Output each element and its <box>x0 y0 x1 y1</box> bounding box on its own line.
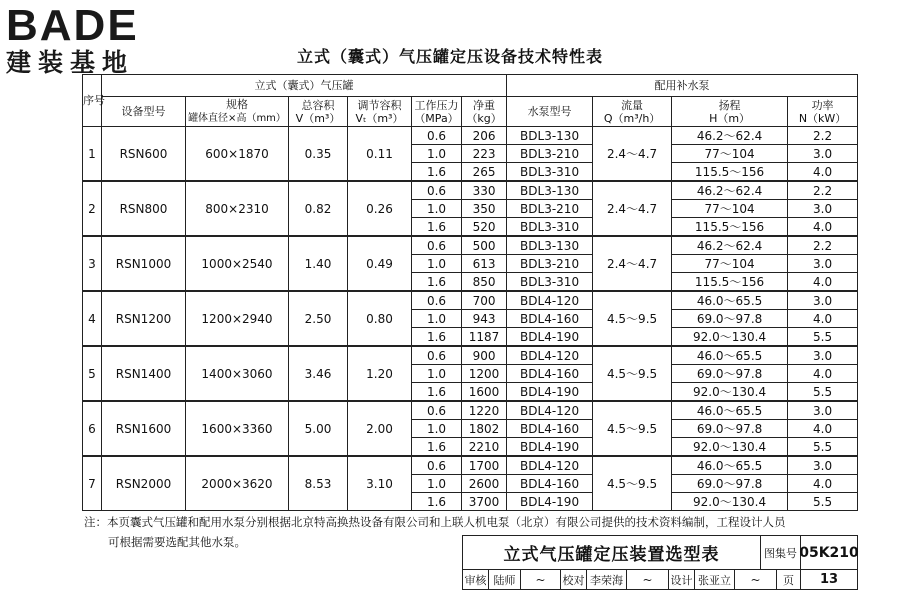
cell-head: 46.0～65.5 <box>672 291 788 310</box>
cell-pump-model: BDL4-120 <box>507 401 593 420</box>
cell-head: 92.0～130.4 <box>672 383 788 402</box>
cell-pump-model: BDL3-130 <box>507 181 593 200</box>
cell-spec: 600×1870 <box>186 127 289 182</box>
cell-weight: 2600 <box>462 475 507 493</box>
cell-head: 69.0～97.8 <box>672 475 788 493</box>
reviewer-signature: ~ <box>521 569 561 590</box>
cell-weight: 265 <box>462 163 507 182</box>
cell-pressure: 1.6 <box>412 218 462 237</box>
cell-pressure: 1.0 <box>412 145 462 163</box>
cell-head: 46.0～65.5 <box>672 456 788 475</box>
cell-flow: 4.5～9.5 <box>593 291 672 346</box>
cell-total-volume: 0.82 <box>289 181 348 236</box>
cell-weight: 700 <box>462 291 507 310</box>
reviewer-name: 陆师 <box>489 569 521 590</box>
header-total-vol: 总容积 V（m³） <box>289 97 348 127</box>
cell-weight: 500 <box>462 236 507 255</box>
cell-spec: 1400×3060 <box>186 346 289 401</box>
cell-power: 4.0 <box>788 365 858 383</box>
review-label: 审核 <box>463 569 489 590</box>
header-adj-vol: 调节容积 Vₜ（m³） <box>348 97 412 127</box>
page-number: 13 <box>819 572 839 587</box>
cell-pressure: 1.0 <box>412 420 462 438</box>
cell-pressure: 1.6 <box>412 273 462 292</box>
cell-head: 46.2～62.4 <box>672 181 788 200</box>
cell-pump-model: BDL3-210 <box>507 145 593 163</box>
cell-pump-model: BDL3-130 <box>507 127 593 145</box>
cell-pump-model: BDL4-120 <box>507 291 593 310</box>
cell-adjust-volume: 0.49 <box>348 236 412 291</box>
cell-pressure: 0.6 <box>412 236 462 255</box>
cell-spec: 800×2310 <box>186 181 289 236</box>
cell-power: 3.0 <box>788 200 858 218</box>
cell-head: 92.0～130.4 <box>672 438 788 457</box>
cell-flow: 4.5～9.5 <box>593 456 672 511</box>
cell-head: 46.0～65.5 <box>672 346 788 365</box>
cell-pressure: 1.0 <box>412 200 462 218</box>
title-block <box>462 535 858 590</box>
cell-head: 77～104 <box>672 145 788 163</box>
cell-pump-model: BDL3-130 <box>507 236 593 255</box>
cell-pump-model: BDL4-120 <box>507 456 593 475</box>
cell-head: 69.0～97.8 <box>672 310 788 328</box>
cell-pump-model: BDL4-190 <box>507 438 593 457</box>
cell-weight: 206 <box>462 127 507 145</box>
cell-spec: 1600×3360 <box>186 401 289 456</box>
table-row <box>83 346 858 365</box>
cell-pressure: 1.0 <box>412 475 462 493</box>
cell-weight: 1187 <box>462 328 507 347</box>
cell-adjust-volume: 0.26 <box>348 181 412 236</box>
note-line-2: 可根据需要选配其他水泵。 <box>108 535 246 549</box>
cell-head: 115.5～156 <box>672 218 788 237</box>
cell-weight: 330 <box>462 181 507 200</box>
logo-cn: 建装基地 <box>6 48 135 77</box>
cell-total-volume: 5.00 <box>289 401 348 456</box>
cell-model: RSN600 <box>102 127 186 182</box>
header-power: 功率 N（kW） <box>788 97 858 127</box>
cell-flow: 2.4～4.7 <box>593 181 672 236</box>
cell-total-volume: 3.46 <box>289 346 348 401</box>
cell-power: 4.0 <box>788 475 858 493</box>
cell-model: RSN2000 <box>102 456 186 511</box>
header-pump-group: 配用补水泵 <box>507 75 858 97</box>
cell-power: 4.0 <box>788 310 858 328</box>
cell-seq: 2 <box>83 181 102 236</box>
cell-spec: 1000×2540 <box>186 236 289 291</box>
cell-total-volume: 0.35 <box>289 127 348 182</box>
cell-pressure: 1.6 <box>412 328 462 347</box>
cell-pressure: 1.6 <box>412 383 462 402</box>
cell-weight: 1200 <box>462 365 507 383</box>
checker-signature: ~ <box>627 569 669 590</box>
cell-power: 2.2 <box>788 236 858 255</box>
cell-power: 3.0 <box>788 456 858 475</box>
cell-weight: 1600 <box>462 383 507 402</box>
cell-head: 46.2～62.4 <box>672 236 788 255</box>
cell-power: 3.0 <box>788 401 858 420</box>
header-pressure: 工作压力 （MPa） <box>412 97 462 127</box>
cell-pump-model: BDL3-210 <box>507 255 593 273</box>
header-head: 扬程 H（m） <box>672 97 788 127</box>
cell-head: 115.5～156 <box>672 273 788 292</box>
cell-adjust-volume: 1.20 <box>348 346 412 401</box>
cell-adjust-volume: 0.11 <box>348 127 412 182</box>
cell-model: RSN1200 <box>102 291 186 346</box>
designer-name: 张亚立 <box>695 569 735 590</box>
cell-pressure: 0.6 <box>412 456 462 475</box>
cell-seq: 6 <box>83 401 102 456</box>
cell-weight: 3700 <box>462 493 507 511</box>
checker-name: 李荣海 <box>587 569 627 590</box>
cell-pump-model: BDL4-160 <box>507 420 593 438</box>
cell-pump-model: BDL4-160 <box>507 310 593 328</box>
cell-seq: 3 <box>83 236 102 291</box>
cell-weight: 1700 <box>462 456 507 475</box>
cell-adjust-volume: 2.00 <box>348 401 412 456</box>
cell-adjust-volume: 0.80 <box>348 291 412 346</box>
cell-seq: 1 <box>83 127 102 182</box>
cell-head: 69.0～97.8 <box>672 420 788 438</box>
cell-adjust-volume: 3.10 <box>348 456 412 511</box>
cell-power: 5.5 <box>788 383 858 402</box>
cell-weight: 223 <box>462 145 507 163</box>
cell-weight: 850 <box>462 273 507 292</box>
cell-model: RSN1400 <box>102 346 186 401</box>
cell-weight: 613 <box>462 255 507 273</box>
cell-pump-model: BDL3-310 <box>507 163 593 182</box>
cell-weight: 350 <box>462 200 507 218</box>
cell-head: 92.0～130.4 <box>672 493 788 511</box>
cell-power: 4.0 <box>788 420 858 438</box>
cell-pressure: 1.0 <box>412 310 462 328</box>
cell-model: RSN1000 <box>102 236 186 291</box>
designer-signature: ~ <box>735 569 777 590</box>
cell-head: 77～104 <box>672 255 788 273</box>
table-row <box>83 401 858 420</box>
cell-pump-model: BDL4-120 <box>507 346 593 365</box>
cell-weight: 2210 <box>462 438 507 457</box>
cell-spec: 1200×2940 <box>186 291 289 346</box>
cell-power: 2.2 <box>788 181 858 200</box>
cell-pressure: 1.0 <box>412 365 462 383</box>
cell-pressure: 0.6 <box>412 127 462 145</box>
cell-pressure: 1.0 <box>412 255 462 273</box>
cell-pump-model: BDL4-190 <box>507 493 593 511</box>
logo-en: BADE <box>6 1 139 50</box>
cell-spec: 2000×3620 <box>186 456 289 511</box>
header-seq: 序号 <box>83 75 102 127</box>
header-model: 设备型号 <box>102 97 186 127</box>
cell-weight: 943 <box>462 310 507 328</box>
cell-model: RSN800 <box>102 181 186 236</box>
header-weight: 净重 （kg） <box>462 97 507 127</box>
cell-seq: 5 <box>83 346 102 401</box>
cell-weight: 900 <box>462 346 507 365</box>
cell-pump-model: BDL3-310 <box>507 218 593 237</box>
cell-pump-model: BDL4-160 <box>507 365 593 383</box>
cell-power: 3.0 <box>788 255 858 273</box>
header-flow: 流量 Q（m³/h） <box>593 97 672 127</box>
cell-flow: 2.4～4.7 <box>593 127 672 182</box>
cell-power: 4.0 <box>788 273 858 292</box>
table-row <box>83 236 858 255</box>
cell-seq: 7 <box>83 456 102 511</box>
cell-power: 2.2 <box>788 127 858 145</box>
check-label: 校对 <box>561 569 587 590</box>
cell-pump-model: BDL4-190 <box>507 328 593 347</box>
cell-weight: 520 <box>462 218 507 237</box>
cell-head: 77～104 <box>672 200 788 218</box>
cell-head: 46.2～62.4 <box>672 127 788 145</box>
cell-pressure: 1.6 <box>412 438 462 457</box>
header-tank-group: 立式（囊式）气压罐 <box>102 75 507 97</box>
cell-flow: 4.5～9.5 <box>593 346 672 401</box>
note-line-1: 注：本页囊式气压罐和配用水泵分别根据北京特高换热设备有限公司和上联人机电泵（北京）有限公司提供的技术资料编制，工程设计人员 <box>84 515 786 529</box>
cell-flow: 2.4～4.7 <box>593 236 672 291</box>
header-spec: 规格 罐体直径×高（mm） <box>186 97 289 127</box>
table-row <box>83 127 858 145</box>
cell-total-volume: 8.53 <box>289 456 348 511</box>
design-label: 设计 <box>669 569 695 590</box>
cell-power: 3.0 <box>788 145 858 163</box>
atlas-label: 图集号 <box>761 536 801 569</box>
page-title: 立式（囊式）气压罐定压设备技术特性表 <box>296 47 603 66</box>
cell-head: 69.0～97.8 <box>672 365 788 383</box>
cell-weight: 1220 <box>462 401 507 420</box>
cell-power: 5.5 <box>788 328 858 347</box>
cell-pressure: 1.6 <box>412 163 462 182</box>
cell-pump-model: BDL3-210 <box>507 200 593 218</box>
cell-flow: 4.5～9.5 <box>593 401 672 456</box>
table-row <box>83 456 858 475</box>
cell-pressure: 0.6 <box>412 291 462 310</box>
cell-total-volume: 2.50 <box>289 291 348 346</box>
cell-head: 92.0～130.4 <box>672 328 788 347</box>
cell-pressure: 0.6 <box>412 401 462 420</box>
cell-power: 3.0 <box>788 291 858 310</box>
cell-head: 46.0～65.5 <box>672 401 788 420</box>
cell-pressure: 1.6 <box>412 493 462 511</box>
cell-pressure: 0.6 <box>412 181 462 200</box>
table-row <box>83 291 858 310</box>
page-label: 页 <box>777 569 801 590</box>
atlas-number: 05K210 <box>799 544 859 561</box>
cell-model: RSN1600 <box>102 401 186 456</box>
cell-weight: 1802 <box>462 420 507 438</box>
cell-pump-model: BDL4-160 <box>507 475 593 493</box>
cell-total-volume: 1.40 <box>289 236 348 291</box>
cell-pressure: 0.6 <box>412 346 462 365</box>
cell-power: 5.5 <box>788 493 858 511</box>
cell-head: 115.5～156 <box>672 163 788 182</box>
cell-power: 3.0 <box>788 346 858 365</box>
cell-power: 4.0 <box>788 218 858 237</box>
cell-pump-model: BDL4-190 <box>507 383 593 402</box>
spec-table <box>82 74 858 511</box>
drawing-title: 立式气压罐定压装置选型表 <box>463 536 761 569</box>
spec-table-body <box>83 127 858 511</box>
cell-power: 5.5 <box>788 438 858 457</box>
header-pump-model: 水泵型号 <box>507 97 593 127</box>
cell-pump-model: BDL3-310 <box>507 273 593 292</box>
table-row <box>83 181 858 200</box>
cell-seq: 4 <box>83 291 102 346</box>
cell-power: 4.0 <box>788 163 858 182</box>
